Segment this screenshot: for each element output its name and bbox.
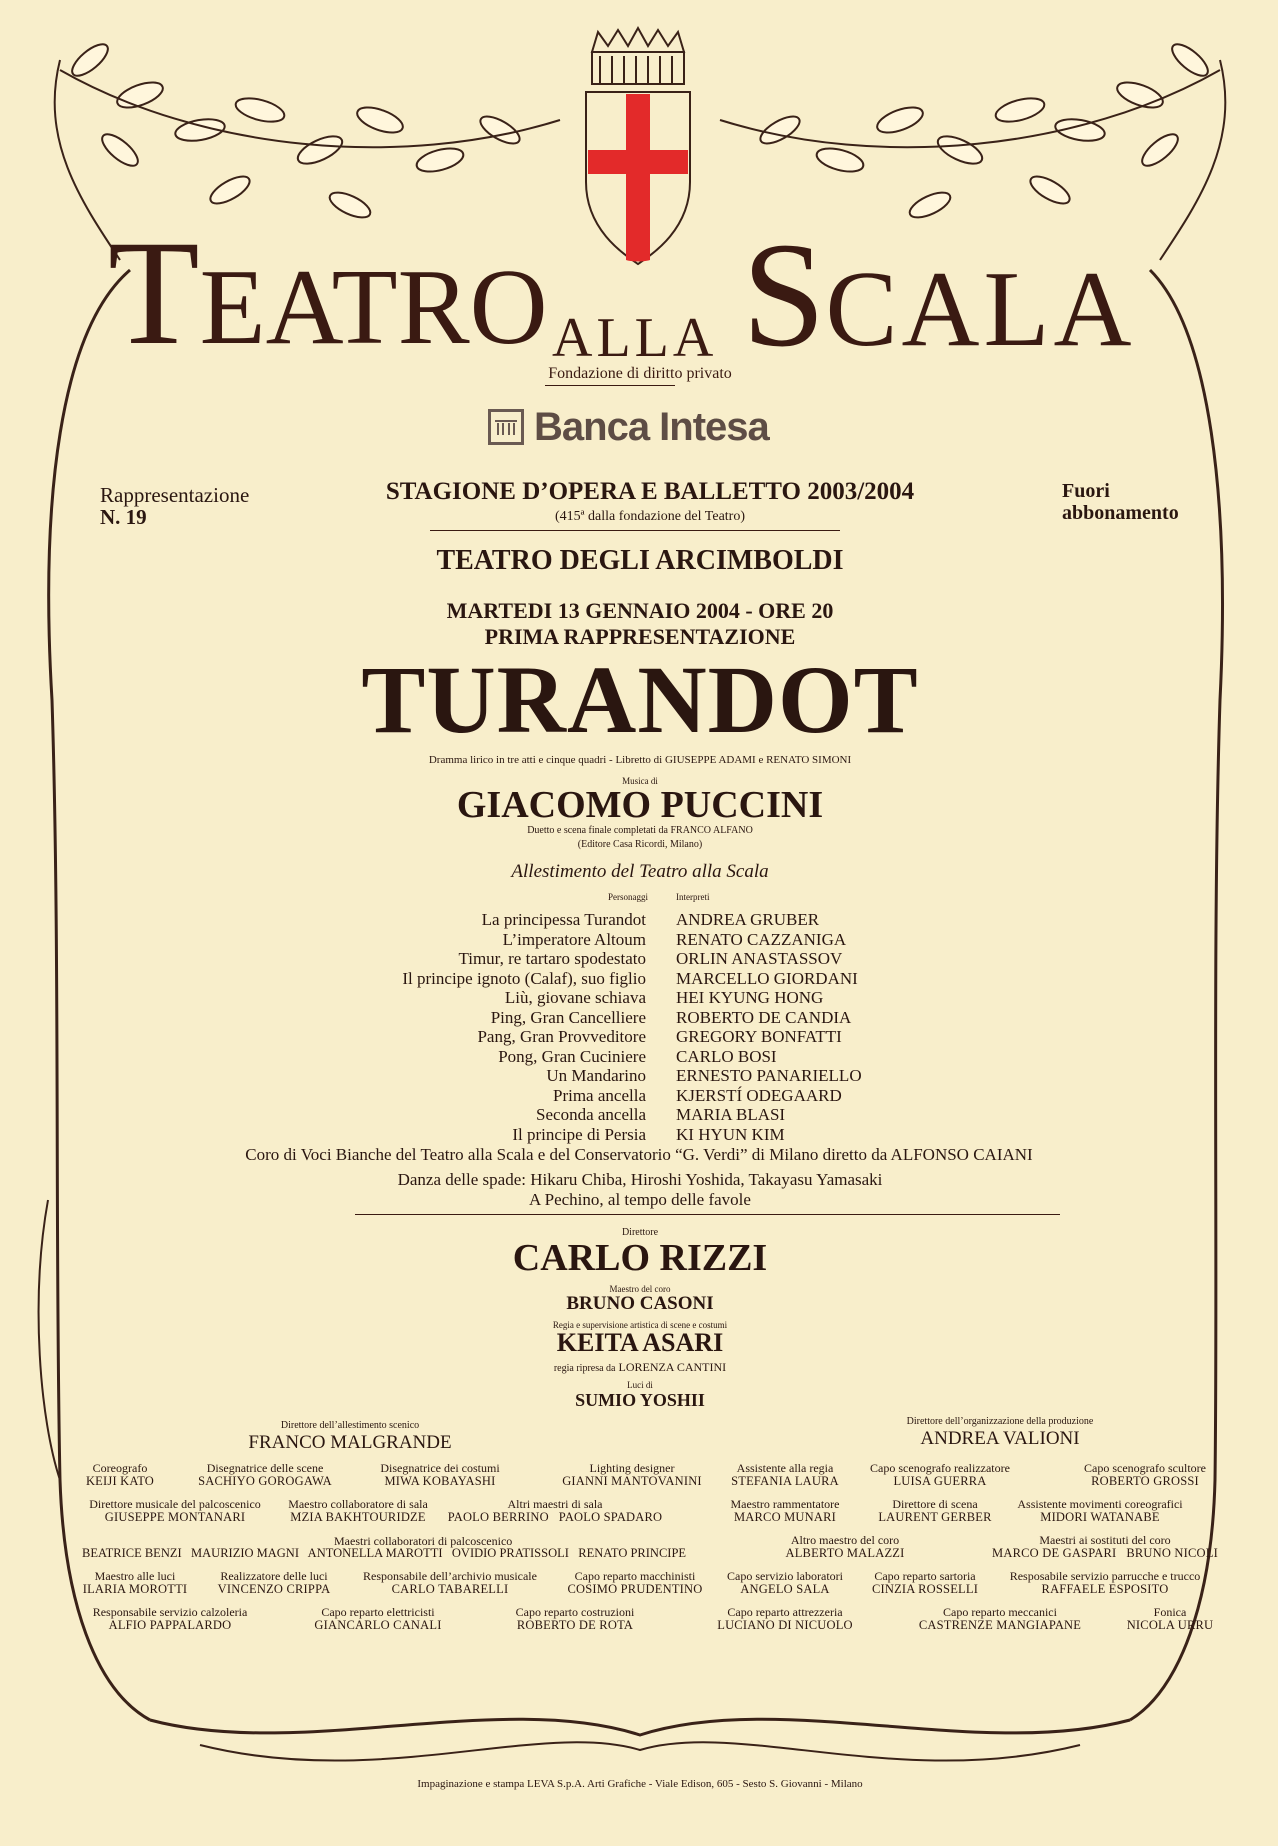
season-subtitle: (415ª dalla fondazione del Teatro) [555,509,745,524]
foundation-underline [545,385,675,386]
stage-director-label: Regia e supervisione artistica di scene e costumi [552,1320,728,1330]
role-name: La principessa Turandot [481,910,646,929]
staff-credit [785,1534,904,1560]
cast-row [0,1125,1278,1144]
title-teatro [108,210,548,376]
staff-credit [567,1570,702,1596]
cast-row [0,1105,1278,1124]
roles-header: Personaggi [608,892,648,902]
role-name: Pong, Gran Cuciniere [498,1046,646,1066]
staff-role: Capo reparto attrezzeria [727,1605,843,1619]
performer-name: MARIA BLASI [676,1105,786,1124]
staff-credit [86,1462,154,1488]
staff-role: Realizzatore delle luci [220,1569,328,1583]
staff-role: Fonica [1153,1605,1187,1619]
bank-building-icon [488,409,524,445]
cast-row [0,1086,1278,1105]
role-name: Ping, Gran Cancelliere [490,1007,646,1027]
staff-role: Disegnatrice delle scene [206,1461,324,1475]
staff-credit [562,1462,702,1488]
performer-name: ANDREA GRUBER [676,910,820,929]
staff-name: LUISA GUERRA [893,1474,987,1488]
role-name: L’imperatore Altoum [502,929,646,949]
performers-header: Interpreti [676,892,710,902]
staff-name: LUCIANO DI NICUOLO [717,1618,853,1632]
conductor-label: Direttore [621,1227,659,1238]
premiere-label: PRIMA RAPPRESENTAZIONE [484,624,796,649]
staff-name: KEIJI KATO [85,1474,155,1488]
staff-credit [288,1498,428,1524]
staff-name: GIANCARLO CANALI [314,1618,442,1632]
staff-name: STEFANIA LAURA [731,1474,839,1488]
cast-row [0,930,1278,949]
staff-credit [89,1498,261,1524]
staff-credit [992,1534,1218,1560]
staff-role: Maestro rammentatore [730,1497,840,1511]
staff-role: Capo servizio laboratori [727,1569,843,1583]
staff-name: GIANNI MANTOVANINI [562,1474,702,1488]
cast-row [0,910,1278,929]
milan-crest-icon [578,22,698,272]
staff-credit [314,1606,441,1632]
staff-role: Capo reparto costruzioni [515,1605,635,1619]
role-name: Prima ancella [553,1085,646,1105]
printer-credit: Impaginazione e stampa LEVA S.p.A. Arti Grafiche - Viale Edison, 605 - Sesto S. Giovanni - Milano [417,1778,863,1790]
chorus-master-label: Maestro del coro [609,1284,671,1294]
staff-name: COSIMO PRUDENTINO [567,1582,703,1596]
performer-name: RENATO CAZZANIGA [676,929,847,949]
cast-row [0,1047,1278,1066]
staff-role: Assistente alla regia [736,1461,834,1475]
sponsor-name: Banca Intesa [534,404,769,449]
staff-name: CARLO TABARELLI [391,1582,509,1596]
lighting-label: Luci di [627,1380,653,1390]
title-word-eatro: EATRO [199,248,548,367]
cast-row [0,1027,1278,1046]
staff-credit [516,1606,635,1632]
publisher-note: (Editore Casa Ricordi, Milano) [577,839,703,850]
choir-note: Coro di Voci Bianche del Teatro alla Scala e del Conservatorio “G. Verdi” di Milano diretto da ALFONSO CAIANI [245,1145,1033,1164]
performance-date: MARTEDI 13 GENNAIO 2004 - ORE 20 [446,598,834,623]
performer-name: KJERSTÍ ODEGAARD [676,1085,842,1105]
sponsor-logo [488,404,769,450]
staff-role: Responsabile servizio calzoleria [92,1605,248,1619]
staff-name: ILARIA MOROTTI [82,1582,188,1596]
performer-name: MARCELLO GIORDANI [676,968,858,988]
staff-name: ROBERTO GROSSI [1091,1474,1199,1488]
staff-role: Coreografo [92,1461,148,1475]
opera-description: Dramma lirico in tre atti e cinque quadri - Libretto di GIUSEPPE ADAMI e RENATO SIMONI [428,754,852,766]
performer-name: KI HYUN KIM [676,1124,785,1144]
staff-credit [218,1570,331,1596]
staff-role: Capo scenografo realizzatore [870,1461,1010,1475]
conductor: CARLO RIZZI [512,1237,768,1279]
season-underline [430,530,840,531]
staff-credit [1017,1498,1182,1524]
staff-credit [731,1498,840,1524]
staff-name: LAURENT GERBER [878,1510,992,1524]
staff-name: GIUSEPPE MONTANARI [104,1510,246,1524]
staff-credit [919,1606,1081,1632]
staff-name: MIWA KOBAYASHI [384,1474,496,1488]
staff-name: VINCENZO CRIPPA [217,1582,331,1596]
staff-credit [363,1570,537,1596]
staff-credit [727,1570,843,1596]
subscription-line1: Fuori [1062,480,1110,502]
music-label: Musica di [622,776,658,786]
role-name: Un Mandarino [546,1066,646,1085]
staff-name: ROBERTO DE ROTA [516,1618,634,1632]
composer: GIACOMO PUCCINI [456,784,824,826]
subscription-line2: abbonamento [1062,502,1179,524]
title-letter-s: S [742,212,826,378]
season-title: STAGIONE D’OPERA E BALLETTO 2003/2004 [385,478,915,505]
role-name: Seconda ancella [536,1105,646,1124]
performer-name: CARLO BOSI [676,1046,777,1066]
staff-role: Altri maestri di sala [507,1497,603,1511]
production-note: Allestimento del Teatro alla Scala [511,861,769,882]
staff-role: Responsabile dell’archivio musicale [363,1569,537,1583]
cast-divider [355,1214,1060,1215]
cast-row [0,988,1278,1007]
performer-name: ORLIN ANASTASSOV [676,949,843,968]
staff-name: SACHIYO GOROGAWA [198,1474,332,1488]
venue: TEATRO DEGLI ARCIMBOLDI [436,545,844,576]
representation-label: Rappresentazione [100,483,250,507]
staff-role: Direttore di scena [892,1497,978,1511]
staff-credit [1084,1462,1206,1488]
staff-name: ALFIO PAPPALARDO [108,1618,232,1632]
staff-role: Direttore musicale del palcoscenico [89,1497,261,1511]
production-director: ANDREA VALIONI [920,1428,1080,1449]
staff-credit [717,1606,853,1632]
tech-director-label: Direttore dell’allestimento scenico [280,1420,420,1431]
staff-role: Maestro alle luci [94,1569,176,1583]
performer-name: GREGORY BONFATTI [676,1027,842,1046]
staff-role: Capo reparto meccanici [943,1605,1057,1619]
role-name: Il principe ignoto (Calaf), suo figlio [402,968,646,988]
staff-role: Maestro collaboratore di sala [288,1497,428,1511]
staff-credit [1010,1570,1201,1596]
staff-role: Capo reparto macchinisti [574,1569,696,1583]
row3-left-label: Maestri collaboratori di palcoscenico [334,1534,513,1548]
staff-role: Disegnatrice dei costumi [380,1461,500,1475]
staff-role: Capo scenografo scultore [1084,1461,1206,1475]
performer-name: ERNESTO PANARIELLO [676,1066,862,1085]
performer-name: HEI KYUNG HONG [676,988,824,1007]
staff-role: Capo reparto sartoria [874,1569,976,1583]
role-name: Liù, giovane schiava [504,988,646,1007]
opera-title: TURANDOT [361,646,919,753]
staff-name: CASTRENZE MANGIAPANE [918,1618,1082,1632]
staff-name: CINZIA ROSSELLI [871,1582,979,1596]
revival-label: regia ripresa da [553,1363,616,1374]
staff-name: MARCO DE GASPARI BRUNO NICOLI [992,1546,1218,1560]
row3-left-names: BEATRICE BENZI MAURIZIO MAGNI ANTONELLA MAROTTI OVIDIO PRATISSOLI RENATO PRINCIPE [82,1546,687,1560]
title-alla: ALLA [552,307,718,369]
title-word-cala: CALA [825,250,1136,369]
staff-credit [198,1462,332,1488]
staff-role: Altro maestro del coro [790,1533,900,1547]
cast-row [0,1008,1278,1027]
cast-row [0,1066,1278,1085]
staff-credit [872,1570,978,1596]
role-name: Timur, re tartaro spodestato [458,949,646,968]
staff-credit [870,1462,1010,1488]
staff-credit [1127,1606,1214,1632]
staff-name: ALBERTO MALAZZI [785,1546,905,1560]
revival-credit [440,1360,840,1375]
stage-director: KEITA ASARI [556,1328,724,1357]
cast-row [0,949,1278,968]
staff-credit [448,1498,663,1524]
staff-name: MIDORI WATANABE [1040,1510,1160,1524]
staff-credit [380,1462,499,1488]
title-scala [742,212,1136,378]
title-letter-t: T [108,210,200,376]
role-name: Il principe di Persia [512,1124,646,1144]
tech-director: FRANCO MALGRANDE [248,1432,452,1453]
cast-row [0,969,1278,988]
revival-name: LORENZA CANTINI [618,1360,727,1374]
role-name: Pang, Gran Provveditore [477,1027,646,1046]
setting-note: A Pechino, al tempo delle favole [529,1190,751,1209]
production-director-label: Direttore dell’organizzazione della produzione [906,1416,1094,1427]
representation-number: N. 19 [100,505,147,529]
staff-role: Lighting designer [589,1461,675,1475]
staff-role: Resposabile servizio parrucche e trucco [1009,1569,1201,1583]
staff-name: ANGELO SALA [740,1582,830,1596]
staff-name: PAOLO BERRINO PAOLO SPADARO [447,1510,663,1524]
staff-name: NICOLA URRU [1126,1618,1214,1632]
staff-role: Maestri ai sostituti del coro [1039,1533,1171,1547]
chorus-master: BRUNO CASONI [566,1293,714,1314]
completion-note: Duetto e scena finale completati da FRANCO ALFANO [527,825,753,836]
staff-credit [878,1498,991,1524]
staff-credit [83,1570,188,1596]
lighting-designer: SUMIO YOSHII [575,1390,705,1410]
performer-name: ROBERTO DE CANDIA [676,1007,852,1027]
staff-name: MARCO MUNARI [733,1510,837,1524]
staff-credit [93,1606,248,1632]
staff-credit [731,1462,839,1488]
dance-note: Danza delle spade: Hikaru Chiba, Hiroshi Yoshida, Takayasu Yamasaki [397,1170,883,1189]
foundation-note: Fondazione di diritto privato [548,365,732,382]
staff-name: MZIA BAKHTOURIDZE [290,1510,426,1524]
staff-name: RAFFAELE ESPOSITO [1041,1582,1169,1596]
staff-role: Capo reparto elettricisti [321,1605,435,1619]
staff-role: Assistente movimenti coreografici [1017,1497,1183,1511]
